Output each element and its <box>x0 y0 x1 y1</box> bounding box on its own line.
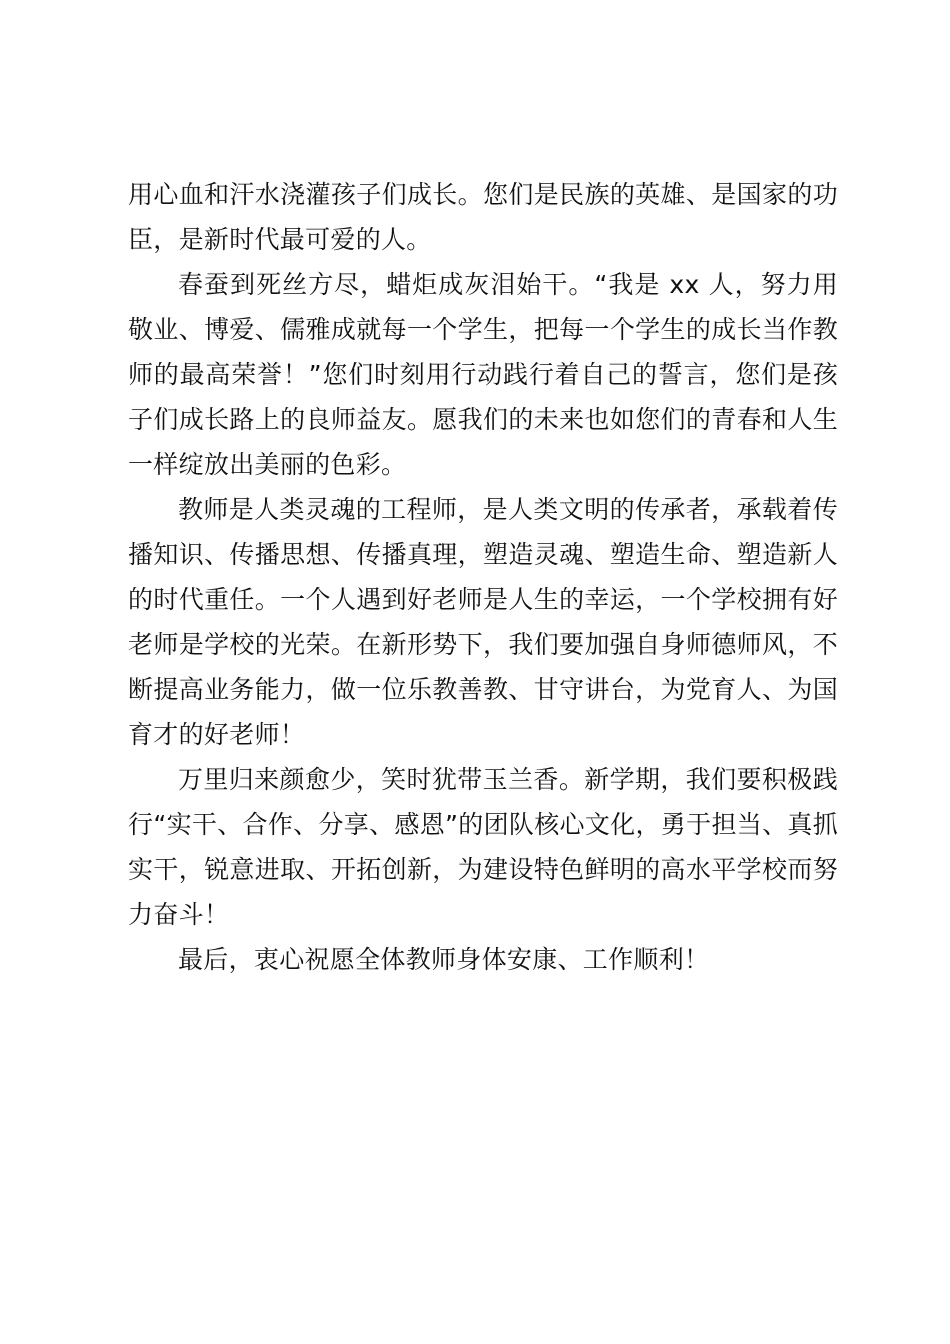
document-body <box>128 172 838 982</box>
paragraph-3: 教师是人类灵魂的工程师，是人类文明的传承者，承载着传播知识、传播思想、传播真理，塑造灵魂、塑造生命、塑造新人的时代重任。一个人遇到好老师是人生的幸运，一个学校拥有好老师是学校的光荣。在新形势下，我们要加强自身师德师风，不断提高业务能力，做一位乐教善教、甘守讲台，为党育人、为国育才的好老师！ <box>128 495 838 749</box>
paragraph-1: 用心血和汗水浇灌孩子们成长。您们是民族的英雄、是国家的功臣，是新时代最可爱的人。 <box>128 180 838 254</box>
paragraph-4: 万里归来颜愈少，笑时犹带玉兰香。新学期，我们要积极践行“实干、合作、分享、感恩”的团队核心文化，勇于担当、真抓实干，锐意进取、开拓创新，为建设特色鲜明的高水平学校而努力奋斗！ <box>128 765 838 929</box>
paragraph-2: 春蚕到死丝方尽，蜡炬成灰泪始干。“我是 xx 人，努力用敬业、博爱、儒雅成就每一个学生，把每一个学生的成长当作教师的最高荣誉！”您们时刻用行动践行着自己的誓言，您们是孩子们成长路上的良师益友。愿我们的未来也如您们的青春和人生一样绽放出美丽的色彩。 <box>128 270 838 479</box>
paragraph-5: 最后，衷心祝愿全体教师身体安康、工作顺利！ <box>178 945 710 974</box>
